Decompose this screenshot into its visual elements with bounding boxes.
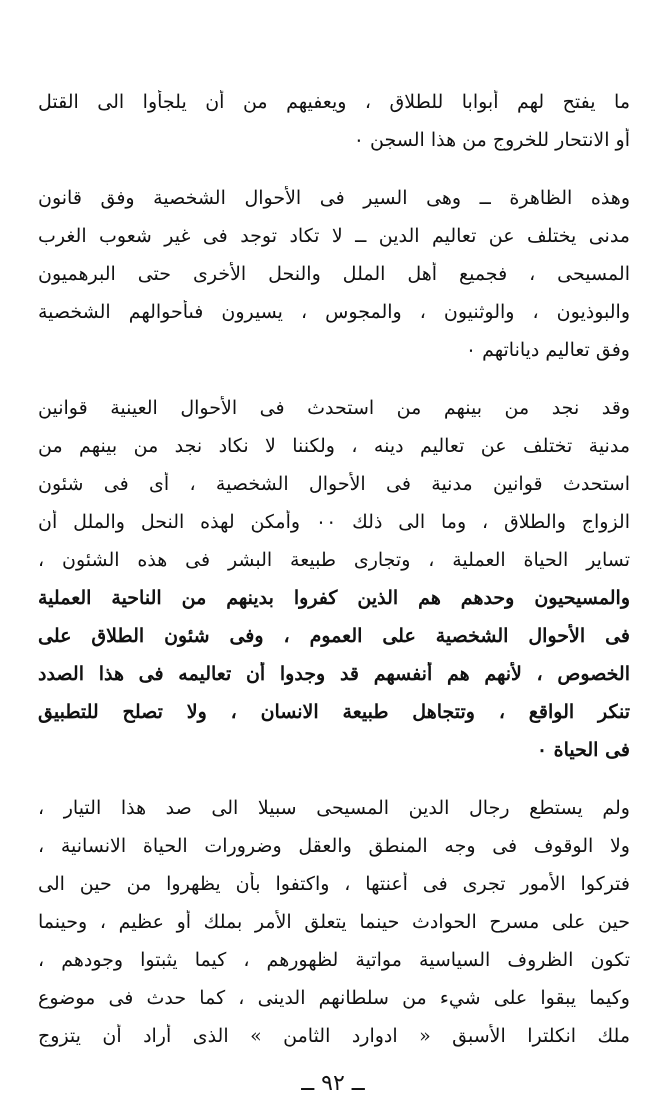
text-line: ما يفتح لهم أبوابا للطلاق ، ويعفيهم من أن يلجأوا الى القتل	[38, 91, 630, 113]
text-line: ولم يستطع رجال الدين المسيحى سبيلا الى صد هذا التيار ،	[38, 797, 630, 819]
text-line-bold: تنكر الواقع ، وتتجاهل طبيعة الانسان ، ولا تصلح للتطبيق	[38, 701, 630, 723]
text-line-bold: الخصوص ، لأنهم هم أنفسهم قد وجدوا أن تعاليمه فى هذا الصدد	[38, 663, 630, 685]
text-line: مدنى يختلف عن تعاليم الدين ــ لا تكاد توجد فى غير شعوب الغرب	[38, 225, 630, 247]
text-line: حين على مسرح الحوادث حينما يتعلق الأمر بملك أو عظيم ، وحينما	[38, 911, 630, 933]
text-line-bold: والمسيحيون وحدهم هم الذين كفروا بدينهم من الناحية العملية	[38, 587, 630, 609]
text-line: وهذه الظاهرة ــ وهى السير فى الأحوال الشخصية وفق قانون	[38, 187, 630, 209]
text-line: تساير الحياة العملية ، وتجارى طبيعة البشر فى هذه الشئون ،	[38, 549, 630, 571]
text-line: استحدث قوانين مدنية فى الأحوال الشخصية ، أى فى شئون	[38, 473, 630, 495]
text-line: وكيما يبقوا على شيء من سلطانهم الدينى ، كما حدث فى موضوع	[38, 987, 630, 1009]
text-line: المسيحى ، فجميع أهل الملل والنحل الأخرى حتى البرهميون	[38, 263, 630, 285]
text-line: الزواج والطلاق ، وما الى ذلك ٠٠ وأمكن لهذه النحل والملل أن	[38, 511, 630, 533]
text-line: تكون الظروف السياسية مواتية لظهورهم ، كيما يثبتوا وجودهم ،	[38, 949, 630, 971]
text-line: ولا الوقوف فى وجه المنطق والعقل وضرورات الحياة الانسانية ،	[38, 835, 630, 857]
text-line: وفق تعاليم دياناتهم ٠	[465, 339, 630, 361]
text-line-bold: فى الأحوال الشخصية على العموم ، وفى شئون الطلاق على	[38, 625, 630, 647]
page-number: ــ ٩٢ ــ	[301, 1071, 365, 1096]
text-line: فتركوا الأمور تجرى فى أعنتها ، واكتفوا بأن يظهروا من حين الى	[38, 873, 630, 895]
text-line: أو الانتحار للخروج من هذا السجن ٠	[353, 129, 630, 151]
text-line: ملك انكلترا الأسبق « ادوارد الثامن » الذى أراد أن يتزوج	[38, 1025, 630, 1047]
text-line: والبوذيون ، والوثنيون ، والمجوس ، يسيرون فىأحوالهم الشخصية	[38, 301, 630, 323]
text-line-bold: فى الحياة ٠	[536, 739, 630, 761]
text-line: مدنية تختلف عن تعاليم دينه ، ولكننا لا نكاد نجد من بينهم من	[38, 435, 630, 457]
text-line: وقد نجد من بينهم من استحدث فى الأحوال العينية قوانين	[38, 397, 630, 419]
